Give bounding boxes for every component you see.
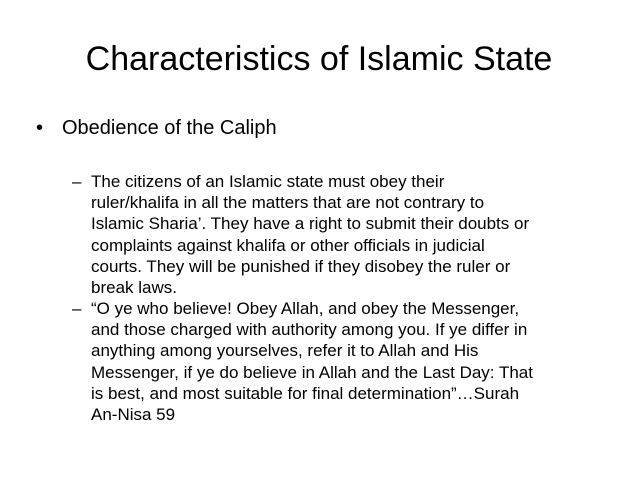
subitem-line: and those charged with authority among you. If ye differ in bbox=[91, 320, 528, 340]
dash-marker: – bbox=[72, 299, 82, 318]
subitem-line: anything among yourselves, refer it to Allah and His bbox=[91, 341, 479, 361]
subitem-line: An-Nisa 59 bbox=[91, 405, 176, 425]
bullet-marker: • bbox=[36, 117, 44, 139]
subitem-citizens-obedience bbox=[72, 171, 624, 298]
dash-marker: – bbox=[72, 172, 82, 191]
subitem-line: complaints against khalifa or other officials in judicial bbox=[91, 235, 485, 255]
subitem-line: Islamic Sharia’. They have a right to submit their doubts or bbox=[91, 214, 530, 234]
subitem-line: break laws. bbox=[91, 278, 177, 298]
bullet-item bbox=[36, 115, 277, 141]
subitem-line: “O ye who believe! Obey Allah, and obey the Messenger, bbox=[91, 299, 520, 318]
subitem-line: The citizens of an Islamic state must obey their bbox=[91, 172, 445, 191]
subitem-line: courts. They will be punished if they disobey the ruler or bbox=[91, 256, 511, 276]
slide-title: Characteristics of Islamic State bbox=[85, 40, 553, 78]
subitem-line: ruler/khalifa in all the matters that are not contrary to bbox=[91, 193, 485, 213]
bullet-text: Obedience of the Caliph bbox=[62, 117, 277, 139]
subitem-line: Messenger, if ye do believe in Allah and the Last Day: That bbox=[91, 362, 533, 382]
subitem-line: is best, and most suitable for final determination”…Surah bbox=[91, 383, 520, 403]
subitem-quran-quote bbox=[72, 298, 624, 425]
